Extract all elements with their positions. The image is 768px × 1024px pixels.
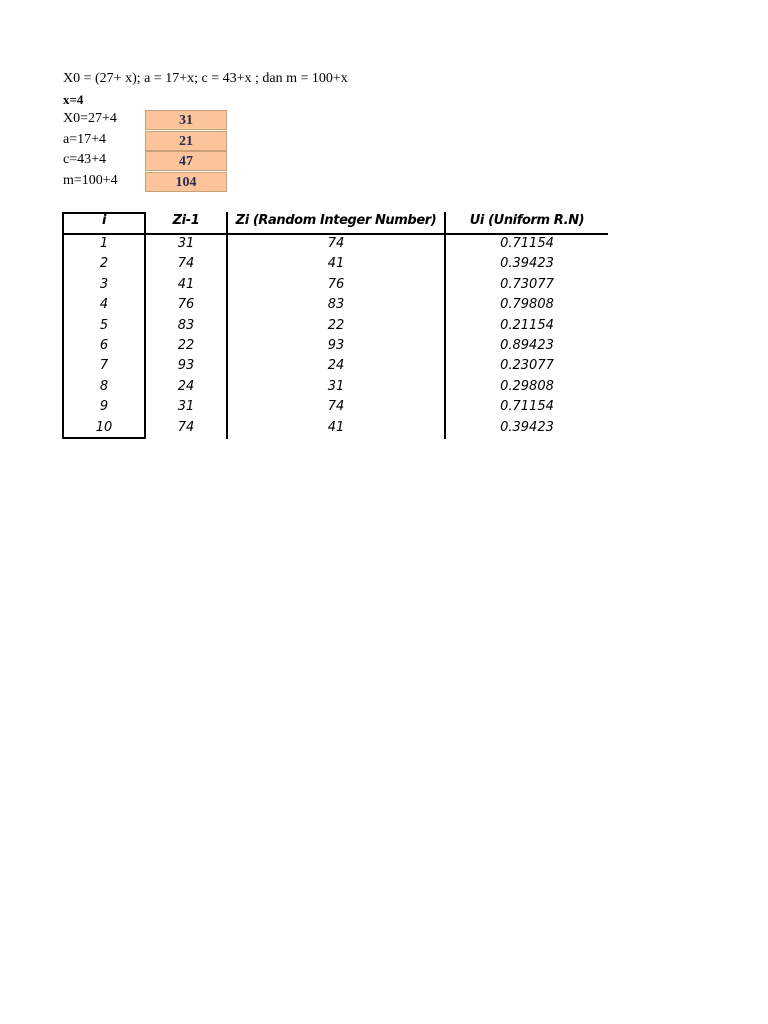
table-row (0, 397, 768, 417)
cell-ui[interactable]: 0.73077 (500, 276, 554, 292)
cell-ui[interactable]: 0.71154 (500, 399, 554, 415)
param-row-c (63, 151, 233, 171)
cell-zi-1[interactable]: 74 (177, 256, 195, 272)
cell-ui[interactable]: 0.39423 (500, 256, 554, 272)
cell-zi-1[interactable]: 83 (177, 317, 195, 333)
cell-i[interactable]: 5 (99, 317, 109, 333)
table-row (0, 336, 768, 356)
cell-i[interactable]: 8 (99, 378, 109, 394)
cell-i[interactable]: 3 (99, 276, 109, 292)
param-label-c: c=43+4 (63, 152, 107, 167)
cell-zi[interactable]: 31 (327, 378, 345, 394)
cell-zi[interactable]: 41 (327, 419, 345, 435)
header-zi-1: Zi-1 (172, 213, 200, 228)
param-label-a: a=17+4 (63, 131, 107, 147)
cell-zi-1[interactable]: 41 (177, 276, 195, 292)
cell-ui[interactable]: 0.89423 (500, 338, 554, 353)
x-value-label: x=4 (63, 92, 84, 107)
cell-zi[interactable]: 93 (327, 338, 345, 353)
cell-ui[interactable]: 0.23077 (500, 358, 554, 374)
param-value-x0[interactable]: 31 (145, 110, 227, 130)
cell-i[interactable]: 4 (99, 297, 109, 313)
cell-zi[interactable]: 41 (327, 256, 345, 272)
cell-zi[interactable]: 24 (327, 358, 345, 374)
cell-zi[interactable]: 83 (327, 297, 345, 313)
header-i: i (101, 213, 107, 228)
param-value-m[interactable]: 104 (145, 172, 227, 192)
table-row (0, 316, 768, 336)
cell-ui[interactable]: 0.29808 (500, 378, 554, 394)
cell-zi-1[interactable]: 24 (177, 378, 195, 394)
param-value-a[interactable]: 21 (145, 131, 227, 151)
table-row (0, 418, 768, 438)
header-ui: Ui (Uniform R.N) (469, 213, 585, 228)
cell-i[interactable]: 6 (99, 338, 109, 353)
cell-zi-1[interactable]: 74 (177, 419, 195, 435)
param-row-m (63, 172, 233, 192)
cell-i[interactable]: 2 (99, 256, 109, 272)
cell-zi[interactable]: 74 (327, 236, 345, 251)
cell-zi[interactable]: 76 (327, 276, 345, 292)
cell-zi-1[interactable]: 31 (177, 399, 195, 415)
cell-zi[interactable]: 22 (327, 317, 345, 333)
header-zi: Zi (Random Integer Number) (235, 213, 437, 228)
table-row (0, 356, 768, 376)
cell-zi[interactable]: 74 (327, 399, 345, 415)
cell-i[interactable]: 9 (99, 399, 109, 415)
table-row (0, 275, 768, 295)
cell-zi-1[interactable]: 22 (177, 338, 195, 353)
param-label-x0: X0=27+4 (63, 111, 117, 126)
param-row-a (63, 131, 233, 151)
table-row (0, 295, 768, 315)
cell-ui[interactable]: 0.21154 (500, 317, 554, 333)
param-label-m: m=100+4 (63, 172, 118, 188)
cell-ui[interactable]: 0.79808 (500, 297, 554, 313)
formula-text: X0 = (27+ x); a = 17+x; c = 43+x ; dan m = 100+x (63, 71, 348, 86)
cell-ui[interactable]: 0.71154 (500, 236, 554, 251)
table-row (0, 254, 768, 274)
cell-zi-1[interactable]: 31 (177, 236, 195, 251)
table-row (0, 234, 768, 254)
cell-zi-1[interactable]: 76 (177, 297, 195, 313)
cell-i[interactable]: 10 (95, 419, 113, 435)
cell-zi-1[interactable]: 93 (177, 358, 195, 374)
cell-i[interactable]: 7 (99, 358, 109, 374)
param-row-x0 (63, 110, 233, 130)
param-value-c[interactable]: 47 (145, 151, 227, 171)
cell-ui[interactable]: 0.39423 (500, 419, 554, 435)
cell-i[interactable]: 1 (99, 236, 109, 251)
table-row (0, 377, 768, 397)
